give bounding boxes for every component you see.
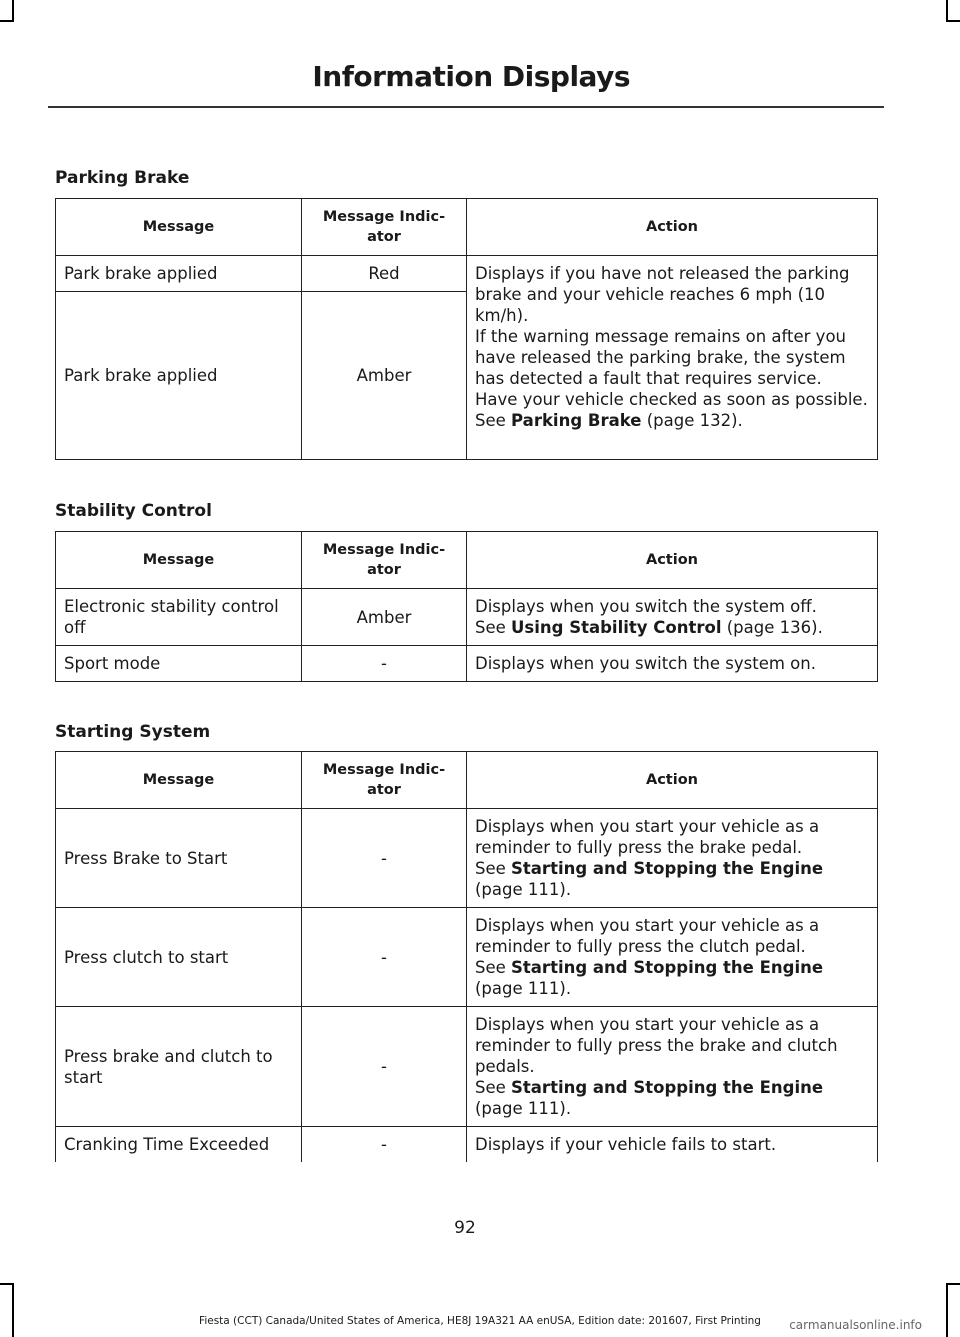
- action-cell: Displays if your vehicle fails to start.: [467, 1127, 878, 1163]
- cross-reference-link: Starting and Stopping the Engine: [511, 958, 824, 977]
- table-header-row: [56, 752, 878, 809]
- col-header-indicator: Message Indic- ator: [302, 532, 467, 589]
- action-cell: Displays if you have not released the parking brake and your vehicle reaches 6 mph (10 km/h). If the warning message remains on after you have released the parking brake, the system has detected a fault that requires service. Have your vehicle checked as soon as possible. See Parking Brake (page 132).: [467, 256, 878, 460]
- crop-mark-bottom-right: [946, 1283, 948, 1337]
- indicator-cell: -: [302, 908, 467, 1007]
- action-cell: Displays when you start your vehicle as a reminder to fully press the brake and clutch pedals. See Starting and Stopping the Engine (page 111).: [467, 1007, 878, 1127]
- col-header-indicator: Message Indic- ator: [302, 752, 467, 809]
- table-header-row: [56, 532, 878, 589]
- table-row: [56, 646, 878, 682]
- table-row: [56, 908, 878, 1007]
- indicator-cell: Red: [302, 256, 467, 292]
- table-header-row: [56, 199, 878, 256]
- starting-system-table: [55, 751, 878, 1162]
- table-row: [56, 1007, 878, 1127]
- table-row: [56, 589, 878, 646]
- message-cell: Press brake and clutch to start: [56, 1007, 302, 1127]
- cross-reference-link: Starting and Stopping the Engine: [511, 859, 824, 878]
- col-header-action: Action: [467, 752, 878, 809]
- cross-reference-link: Parking Brake: [511, 411, 642, 430]
- action-cell: Displays when you start your vehicle as a reminder to fully press the brake pedal. See Starting and Stopping the Engine (page 111).: [467, 809, 878, 908]
- action-cell: Displays when you switch the system off. See Using Stability Control (page 136).: [467, 589, 878, 646]
- cross-reference-link: Starting and Stopping the Engine: [511, 1078, 824, 1097]
- col-header-action: Action: [467, 199, 878, 256]
- indicator-cell: -: [302, 809, 467, 908]
- section-title-stability-control: Stability Control: [55, 501, 212, 521]
- message-cell: Park brake applied: [56, 292, 302, 460]
- crop-mark-top-right: [946, 0, 948, 22]
- footer-edition-info: Fiesta (CCT) Canada/United States of America, HE8J 19A321 AA enUSA, Edition date: 201607, First Printing: [199, 1315, 761, 1327]
- message-cell: Park brake applied: [56, 256, 302, 292]
- crop-mark-bottom-right-h: [946, 1283, 960, 1285]
- message-cell: Cranking Time Exceeded: [56, 1127, 302, 1163]
- stability-control-table: [55, 531, 878, 682]
- indicator-cell: Amber: [302, 589, 467, 646]
- action-cell: Displays when you switch the system on.: [467, 646, 878, 682]
- page-title: Information Displays: [312, 60, 630, 93]
- message-cell: Sport mode: [56, 646, 302, 682]
- crop-mark-top-left-h: [0, 20, 14, 22]
- table-row: [56, 1127, 878, 1163]
- message-cell: Press clutch to start: [56, 908, 302, 1007]
- message-cell: Electronic stability control off: [56, 589, 302, 646]
- parking-brake-table: [55, 198, 878, 460]
- page-number: 92: [454, 1218, 476, 1238]
- indicator-cell: Amber: [302, 292, 467, 460]
- crop-mark-bottom-left: [12, 1283, 14, 1337]
- crop-mark-bottom-left-h: [0, 1283, 14, 1285]
- table-row: [56, 256, 878, 292]
- crop-mark-top-right-h: [946, 20, 960, 22]
- crop-mark-top-left: [12, 0, 14, 22]
- indicator-cell: -: [302, 1007, 467, 1127]
- col-header-indicator: Message Indic- ator: [302, 199, 467, 256]
- col-header-message: Message: [56, 532, 302, 589]
- table-row: [56, 809, 878, 908]
- indicator-cell: -: [302, 646, 467, 682]
- indicator-cell: -: [302, 1127, 467, 1163]
- header-divider: [48, 106, 884, 108]
- watermark: carmanualsonline.info: [789, 1318, 922, 1332]
- cross-reference-link: Using Stability Control: [511, 618, 722, 637]
- section-title-starting-system: Starting System: [55, 722, 211, 742]
- action-cell: Displays when you start your vehicle as a reminder to fully press the clutch pedal. See Starting and Stopping the Engine (page 111).: [467, 908, 878, 1007]
- col-header-action: Action: [467, 532, 878, 589]
- message-cell: Press Brake to Start: [56, 809, 302, 908]
- section-title-parking-brake: Parking Brake: [55, 168, 190, 188]
- col-header-message: Message: [56, 752, 302, 809]
- col-header-message: Message: [56, 199, 302, 256]
